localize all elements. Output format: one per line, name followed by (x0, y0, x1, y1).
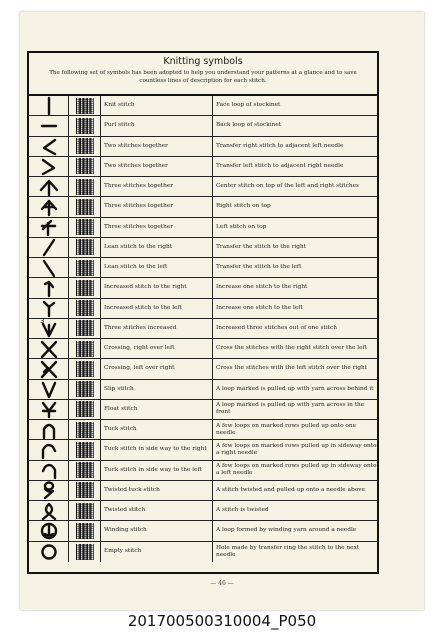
symbol-cell (29, 521, 69, 540)
symbol-cell (29, 137, 69, 156)
symbol-rows (29, 96, 377, 562)
stitch-description: A few loops on marked rows pulled up onto one needle (216, 422, 357, 436)
knit-swatch-image (76, 401, 94, 417)
stitch-description: Center stitch on top of the left and right stitches (216, 183, 359, 190)
symbol-row (29, 461, 377, 481)
stitch-description: A few loops on marked rows pulled up in sideway onto a right needle (216, 442, 377, 456)
knitting-symbols-table (27, 51, 379, 574)
knit-swatch-image (76, 280, 94, 296)
symbol-cell (29, 177, 69, 196)
symbol-cell (29, 339, 69, 358)
stitch-name: Three stitches together (101, 218, 213, 237)
symbol-row (29, 137, 377, 157)
symbol-cell (29, 319, 69, 338)
symbol-row (29, 359, 377, 379)
knit-swatch-image (76, 179, 94, 195)
stitch-description: A loop marked is pulled up with yarn across in the front (216, 402, 365, 416)
swatch-cell (69, 96, 101, 115)
stitch-description: Back loop of stockinet (216, 122, 282, 129)
swatch-cell (69, 501, 101, 520)
knit-swatch-image (76, 219, 94, 235)
table-header (29, 53, 377, 96)
right-three-together-icon (37, 198, 61, 216)
swatch-cell (69, 521, 101, 540)
center-three-together-icon (37, 178, 61, 196)
symbol-cell (29, 380, 69, 399)
symbol-row (29, 319, 377, 339)
stitch-name: Lean stitch to the right (101, 238, 213, 257)
slip-stitch-icon (37, 380, 61, 398)
stitch-description: A loop formed by winding yarn around a needle (216, 527, 357, 534)
symbol-cell (29, 258, 69, 277)
stitch-name: Twisted stitch (101, 501, 213, 520)
stitch-name: Three stitches increased (101, 319, 213, 338)
left-two-together-icon (37, 157, 61, 175)
swatch-cell (69, 278, 101, 297)
stitch-description: Hole made by transfer ring the stitch to the next needle (216, 544, 360, 558)
svg-text:3: 3 (39, 317, 44, 326)
stitch-name: Two stitches together (101, 137, 213, 156)
stitch-name: Twisted tuck stitch (101, 481, 213, 500)
lean-left-icon (37, 259, 61, 277)
symbol-cell (29, 481, 69, 500)
symbol-row (29, 481, 377, 501)
stitch-description: A stitch twisted and pulled up onto a needle above (216, 486, 365, 493)
stitch-name: Tuck stitch (101, 420, 213, 439)
swatch-cell (69, 218, 101, 237)
swatch-cell (69, 380, 101, 399)
knit-swatch-image (76, 199, 94, 215)
knit-swatch-image (76, 341, 94, 357)
tuck-side-left-icon (37, 461, 61, 479)
stitch-name: Increased stitch to the right (101, 278, 213, 297)
increase-left-icon (37, 299, 61, 317)
swatch-cell (69, 238, 101, 257)
stitch-description: Transfer left stitch to adjacent right needle (216, 162, 344, 169)
symbol-row (29, 542, 377, 562)
twisted-stitch-icon (37, 502, 61, 520)
stitch-name: Slip stitch (101, 380, 213, 399)
stitch-name: Three stitches together (101, 177, 213, 196)
swatch-cell (69, 420, 101, 439)
stitch-name: Tuck stitch in side way to the right (101, 440, 213, 459)
knit-swatch-image (76, 544, 94, 560)
symbol-cell (29, 359, 69, 378)
empty-stitch-icon (37, 543, 61, 561)
symbol-cell (29, 278, 69, 297)
knit-swatch-image (76, 442, 94, 458)
swatch-cell (69, 137, 101, 156)
swatch-cell (69, 461, 101, 480)
symbol-cell (29, 157, 69, 176)
stitch-description: Cross the stitches with the left stitch over the right (216, 365, 368, 372)
stitch-description: Transfer right stitch to adjacent left needle (216, 142, 344, 149)
twisted-tuck-icon (37, 481, 61, 499)
symbol-row (29, 501, 377, 521)
symbol-row (29, 400, 377, 420)
winding-stitch-icon (37, 522, 61, 540)
symbol-row (29, 299, 377, 319)
knit-swatch-image (76, 361, 94, 377)
symbol-cell (29, 461, 69, 480)
symbol-row (29, 116, 377, 136)
knit-swatch-image (76, 482, 94, 498)
symbol-row (29, 218, 377, 238)
symbol-row (29, 238, 377, 258)
knit-swatch-image (76, 138, 94, 154)
tuck-stitch-icon (37, 421, 61, 439)
symbol-cell (29, 420, 69, 439)
stitch-name: Knit stitch (101, 96, 213, 115)
stitch-name: Purl stitch (101, 116, 213, 135)
knit-swatch-image (76, 158, 94, 174)
swatch-cell (69, 542, 101, 562)
vertical-bar-icon (37, 97, 61, 115)
stitch-name: Crossing, right over left (101, 339, 213, 358)
knit-swatch-image (76, 118, 94, 134)
symbol-cell (29, 501, 69, 520)
swatch-cell (69, 400, 101, 419)
stitch-description: Increase one stitch to the left (216, 304, 303, 311)
stitch-name: Increased stitch to the left (101, 299, 213, 318)
symbol-cell (29, 542, 69, 562)
stitch-name: Two stitches together (101, 157, 213, 176)
three-increased-icon (37, 319, 61, 337)
symbol-cell (29, 197, 69, 216)
symbol-cell (29, 116, 69, 135)
stitch-description: A few loops on marked rows pulled up in sideway onto a left needle (216, 463, 377, 477)
symbol-cell (29, 440, 69, 459)
stitch-description: Transfer the stitch to the right (216, 243, 307, 250)
cross-left-over-right-icon (37, 360, 61, 378)
page-number: — 46 — (210, 580, 234, 587)
knit-swatch-image (76, 462, 94, 478)
knit-swatch-image (76, 422, 94, 438)
swatch-cell (69, 157, 101, 176)
symbol-row (29, 177, 377, 197)
knit-swatch-image (76, 98, 94, 114)
stitch-description: Right stitch on top (216, 203, 271, 210)
knit-swatch-image (76, 300, 94, 316)
knit-swatch-image (76, 320, 94, 336)
float-stitch-icon (37, 400, 61, 418)
swatch-cell (69, 359, 101, 378)
stitch-name: Tuck stitch in side way to the left (101, 461, 213, 480)
stitch-name: Crossing, left over right (101, 359, 213, 378)
stitch-description: A loop marked is pulled up with yarn across behind it (216, 385, 374, 392)
knit-swatch-image (76, 523, 94, 539)
stitch-name: Empty stitch (101, 542, 213, 562)
symbol-row (29, 440, 377, 460)
increase-right-icon (37, 279, 61, 297)
swatch-cell (69, 319, 101, 338)
right-two-together-icon (37, 137, 61, 155)
symbol-cell (29, 218, 69, 237)
knit-swatch-image (76, 381, 94, 397)
knit-swatch-image (76, 239, 94, 255)
stitch-description: Left stitch on top (216, 223, 267, 230)
symbol-row (29, 420, 377, 440)
lean-right-icon (37, 238, 61, 256)
swatch-cell (69, 258, 101, 277)
stitch-name: Float stitch (101, 400, 213, 419)
symbol-row (29, 278, 377, 298)
stitch-description: Face loop of stockinet (216, 102, 281, 109)
horizontal-bar-icon (37, 117, 61, 135)
stitch-description: Transfer the stitch to the left (216, 264, 302, 271)
swatch-cell (69, 299, 101, 318)
swatch-cell (69, 177, 101, 196)
intro-text: The following set of symbols has been adopted to help you understand your patterns at a glance and to save countless lines of description for each stitch. (49, 70, 357, 84)
swatch-cell (69, 481, 101, 500)
swatch-cell (69, 116, 101, 135)
symbol-row (29, 380, 377, 400)
symbol-row (29, 521, 377, 541)
archive-caption: 201700500310004_P050 (127, 612, 317, 630)
knit-swatch-image (76, 503, 94, 519)
symbol-cell (29, 238, 69, 257)
tuck-side-right-icon (37, 441, 61, 459)
swatch-cell (69, 440, 101, 459)
stitch-name: Lean stitch to the left (101, 258, 213, 277)
left-three-together-icon (37, 218, 61, 236)
symbol-row (29, 96, 377, 116)
stitch-description: Cross the stitches with the right stitch over the left (216, 345, 368, 352)
table-title: Knitting symbols (163, 56, 243, 67)
stitch-description: Increase one stitch to the right (216, 284, 308, 291)
swatch-cell (69, 197, 101, 216)
stitch-description: A stitch is twisted (216, 507, 269, 514)
symbol-cell (29, 400, 69, 419)
symbol-cell (29, 96, 69, 115)
symbol-row (29, 258, 377, 278)
swatch-cell (69, 339, 101, 358)
stitch-name: Three stitches together (101, 197, 213, 216)
symbol-row (29, 197, 377, 217)
symbol-row (29, 157, 377, 177)
symbol-row (29, 339, 377, 359)
stitch-description: Increased three stitches out of one stitch (216, 324, 337, 331)
symbol-cell (29, 299, 69, 318)
stitch-name: Winding stitch (101, 521, 213, 540)
cross-right-over-left-icon (37, 340, 61, 358)
knit-swatch-image (76, 260, 94, 276)
